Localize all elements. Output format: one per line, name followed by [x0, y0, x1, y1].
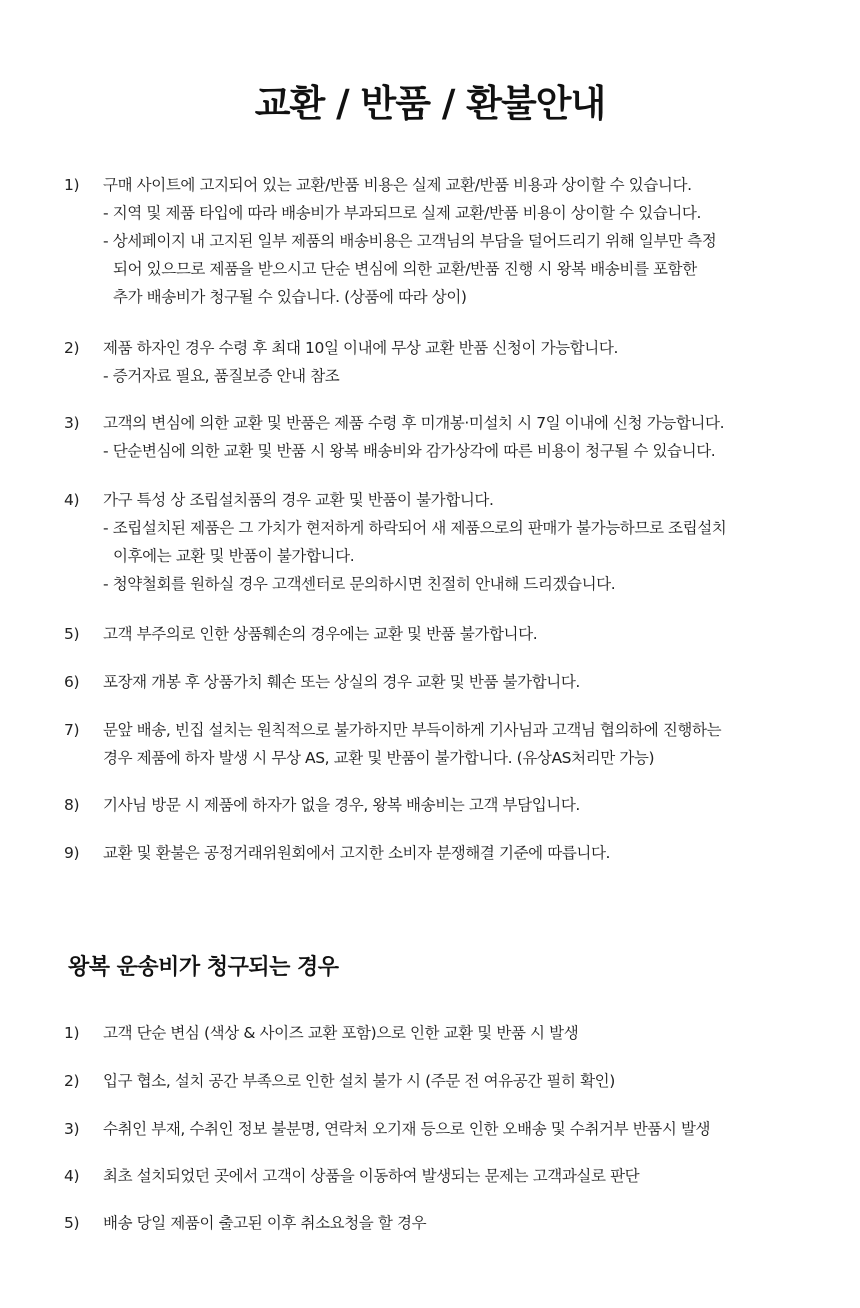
item-number: 8) — [64, 796, 80, 814]
item-note: - 상세페이지 내 고지된 일부 제품의 배송비용은 고객님의 부담을 덜어드리기 위해 일부만 측정 — [103, 232, 717, 250]
item-text-continued: 경우 제품에 하자 발생 시 무상 AS, 교환 및 반품이 불가합니다. (유상AS처리만 가능) — [103, 749, 655, 767]
item-text: 배송 당일 제품이 출고된 이후 취소요청을 할 경우 — [103, 1214, 427, 1232]
item-note-continued: 추가 배송비가 청구될 수 있습니다. (상품에 따라 상이) — [113, 288, 467, 306]
item-note: - 증거자료 필요, 품질보증 안내 참조 — [103, 367, 340, 385]
item-text: 고객 부주의로 인한 상품훼손의 경우에는 교환 및 반품 불가합니다. — [103, 625, 538, 643]
item-number: 3) — [64, 1120, 80, 1138]
policy-item-2 — [64, 334, 824, 390]
item-text: 고객의 변심에 의한 교환 및 반품은 제품 수령 후 미개봉·미설치 시 7일 이내에 신청 가능합니다. — [103, 414, 725, 432]
item-number: 4) — [64, 1167, 80, 1185]
policy-item-9 — [64, 839, 824, 867]
item-text: 교환 및 환불은 공정거래위원회에서 고지한 소비자 분쟁해결 기준에 따릅니다. — [103, 844, 611, 862]
item-number: 6) — [64, 673, 80, 691]
item-text: 기사님 방문 시 제품에 하자가 없을 경우, 왕복 배송비는 고객 부담입니다. — [103, 796, 580, 814]
shipping-item-3 — [64, 1115, 824, 1143]
section-title-shipping: 왕복 운송비가 청구되는 경우 — [68, 955, 339, 980]
item-text: 최초 설치되었던 곳에서 고객이 상품을 이동하여 발생되는 문제는 고객과실로 판단 — [103, 1167, 640, 1185]
item-text: 입구 협소, 설치 공간 부족으로 인한 설치 불가 시 (주문 전 여유공간 필히 확인) — [103, 1072, 615, 1090]
item-number: 1) — [64, 1024, 80, 1042]
item-note: - 조립설치된 제품은 그 가치가 현저하게 하락되어 새 제품으로의 판매가 불가능하므로 조립설치 — [103, 519, 727, 537]
item-text: 수취인 부재, 수취인 정보 불분명, 연락처 오기재 등으로 인한 오배송 및 수취거부 반품시 발생 — [103, 1120, 711, 1138]
shipping-item-2 — [64, 1067, 824, 1095]
item-number: 5) — [64, 625, 80, 643]
item-number: 4) — [64, 491, 80, 509]
page-title: 교환 / 반품 / 환불안내 — [254, 82, 606, 125]
policy-item-7 — [64, 716, 824, 772]
item-number: 2) — [64, 1072, 80, 1090]
item-note: - 청약철회를 원하실 경우 고객센터로 문의하시면 친절히 안내해 드리겠습니다. — [103, 575, 616, 593]
shipping-item-5 — [64, 1209, 824, 1237]
policy-item-4 — [64, 486, 824, 598]
item-note-continued: 되어 있으므로 제품을 받으시고 단순 변심에 의한 교환/반품 진행 시 왕복 배송비를 포함한 — [113, 260, 697, 278]
item-text: 문앞 배송, 빈집 설치는 원칙적으로 불가하지만 부득이하게 기사님과 고객님 협의하에 진행하는 — [103, 721, 722, 739]
policy-item-3 — [64, 409, 824, 465]
item-number: 1) — [64, 176, 80, 194]
item-text: 구매 사이트에 고지되어 있는 교환/반품 비용은 실제 교환/반품 비용과 상이할 수 있습니다. — [103, 176, 692, 194]
shipping-item-4 — [64, 1162, 824, 1190]
policy-item-1 — [64, 171, 824, 311]
policy-item-5 — [64, 620, 824, 648]
item-text: 고객 단순 변심 (색상 & 사이즈 교환 포함)으로 인한 교환 및 반품 시 발생 — [103, 1024, 579, 1042]
item-number: 9) — [64, 844, 80, 862]
policy-item-8 — [64, 791, 824, 819]
item-number: 3) — [64, 414, 80, 432]
item-text: 제품 하자인 경우 수령 후 최대 10일 이내에 무상 교환 반품 신청이 가능합니다. — [103, 339, 618, 357]
item-note: - 지역 및 제품 타입에 따라 배송비가 부과되므로 실제 교환/반품 비용이 상이할 수 있습니다. — [103, 204, 702, 222]
item-number: 2) — [64, 339, 80, 357]
item-text: 포장재 개봉 후 상품가치 훼손 또는 상실의 경우 교환 및 반품 불가합니다. — [103, 673, 580, 691]
item-text: 가구 특성 상 조립설치품의 경우 교환 및 반품이 불가합니다. — [103, 491, 494, 509]
item-note: - 단순변심에 의한 교환 및 반품 시 왕복 배송비와 감가상각에 따른 비용이 청구될 수 있습니다. — [103, 442, 716, 460]
item-number: 5) — [64, 1214, 80, 1232]
policy-item-6 — [64, 668, 824, 696]
item-note-continued: 이후에는 교환 및 반품이 불가합니다. — [113, 547, 355, 565]
item-number: 7) — [64, 721, 80, 739]
shipping-item-1 — [64, 1019, 824, 1047]
